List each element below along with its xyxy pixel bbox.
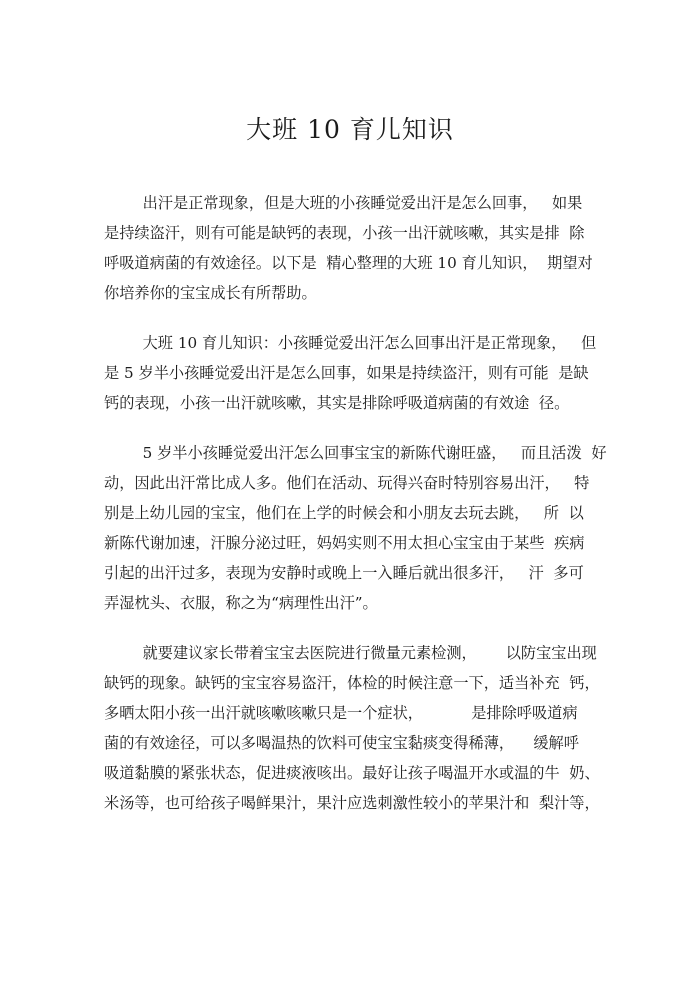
text-line: 缺钙的现象。缺钙的宝宝容易盗汗，体检的时候注意一下，适当补充 钙， [104, 674, 600, 692]
text-line: 动，因此出汗常比成人多。他们在活动、玩得兴奋时特别容易出汗， 特 [104, 474, 590, 492]
text-line: 大班 10 育儿知识：小孩睡觉爱出汗怎么回事出汗是正常现象， 但 [104, 334, 597, 352]
text-line: 多晒太阳小孩一出汗就咳嗽咳嗽只是一个症状， 是排除呼吸道病 [104, 704, 578, 722]
text-line: 菌的有效途径，可以多喝温热的饮料可使宝宝黏痰变得稀薄， 缓解呼 [104, 734, 579, 752]
paragraph [104, 638, 602, 818]
text-line: 米汤等，也可给孩子喝鲜果汁，果汁应选刺激性较小的苹果汁和 梨汁等， [104, 794, 600, 812]
paragraph [104, 188, 602, 308]
document-body [104, 188, 607, 838]
text-line: 新陈代谢加速，汗腺分泌过旺，妈妈实则不用太担心宝宝由于某些 疾病 [104, 534, 585, 552]
document-title: 大班 10 育儿知识 [246, 115, 454, 144]
text-line: 引起的出汗过多，表现为安静时或晚上一入睡后就出很多汗， 汗 多可 [104, 564, 584, 582]
text-line: 你培养你的宝宝成长有所帮助。 [104, 284, 317, 302]
text-line: 是 5 岁半小孩睡觉爱出汗是怎么回事，如果是持续盗汗，则有可能 是缺 [104, 364, 589, 382]
text-line: 弄湿枕头、衣服，称之为“病理性出汗”。 [104, 594, 378, 612]
text-line: 出汗是正常现象，但是大班的小孩睡觉爱出汗是怎么回事， 如果 [104, 194, 583, 212]
text-line: 5 岁半小孩睡觉爱出汗怎么回事宝宝的新陈代谢旺盛， 而且活泼 好 [104, 444, 607, 462]
text-line: 吸道黏膜的紧张状态，促进痰液咳出。最好让孩子喝温开水或温的牛 奶、 [104, 764, 600, 782]
text-line: 别是上幼儿园的宝宝，他们在上学的时候会和小朋友去玩去跳， 所 以 [104, 504, 584, 522]
paragraph [104, 438, 607, 618]
text-line: 呼吸道病菌的有效途径。以下是 精心整理的大班 10 育儿知识， 期望对 [104, 254, 593, 272]
text-line: 钙的表现，小孩一出汗就咳嗽，其实是排除呼吸道病菌的有效途 径。 [104, 394, 570, 412]
text-line: 就要建议家长带着宝宝去医院进行微量元素检测， 以防宝宝出现 [104, 644, 597, 662]
paragraph [104, 328, 602, 418]
text-line: 是持续盗汗，则有可能是缺钙的表现，小孩一出汗就咳嗽，其实是排 除 [104, 224, 585, 242]
